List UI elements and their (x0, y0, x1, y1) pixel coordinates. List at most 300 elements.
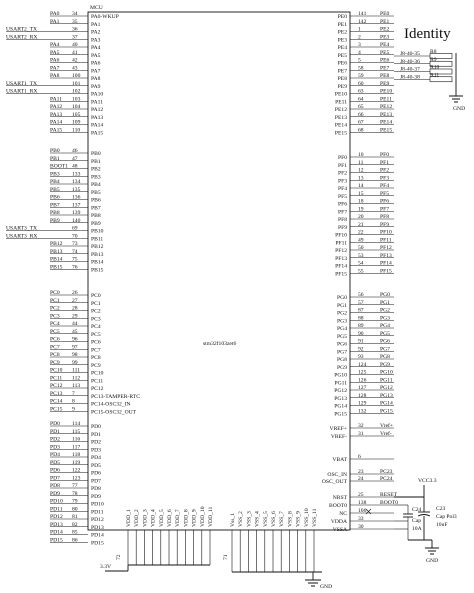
net-label: PC10 (50, 367, 63, 374)
pin-name: PE13 (334, 114, 347, 121)
power-decoupling-block (394, 478, 457, 564)
pin-name: PE5 (337, 52, 347, 59)
pin-name: PD4 (91, 455, 101, 461)
net-label: PF8 (380, 214, 390, 220)
pin-number: 123 (72, 475, 81, 482)
net-label: PD10 (50, 498, 63, 505)
pin-number: 91 (358, 338, 364, 345)
pin-name: PB12 (91, 244, 104, 250)
power-gnd-label: GND (426, 558, 439, 564)
net-label: PC3 (50, 313, 60, 320)
pin-name: PB13 (91, 251, 104, 258)
pin-number: 11 (358, 159, 364, 166)
pin-number: 66 (358, 111, 364, 118)
net-label: PD3 (50, 444, 60, 451)
pin-name: PB7 (91, 205, 101, 212)
pin-name: PD13 (91, 524, 104, 531)
resistor-ref: R9 (430, 56, 437, 63)
net-label: PC6 (50, 336, 60, 343)
net-label: PG11 (380, 377, 393, 384)
net-label: PA5 (50, 49, 60, 56)
pin-name: PE10 (334, 91, 347, 98)
pin-name: PG0 (337, 295, 347, 301)
resistor-ref: R10 (430, 64, 440, 71)
net-label: PB12 (50, 241, 63, 247)
pin-number: 8 (72, 398, 75, 405)
pin-name: PF7 (337, 209, 347, 216)
mcu-part-name: stm32f103zet6 (203, 341, 237, 347)
pin-name: PC7 (91, 347, 101, 354)
net-label: PG10 (380, 369, 393, 376)
pin-number: 68 (358, 127, 364, 134)
pin-number: 97 (72, 344, 78, 351)
net-label: PE13 (380, 111, 393, 118)
pin-name: PE7 (337, 68, 347, 75)
pin-name: PD14 (91, 532, 104, 539)
pin-number: 45 (72, 328, 78, 335)
pin-name: PG10 (334, 372, 347, 379)
pin-number: 28 (72, 305, 78, 312)
pin-name: PG11 (334, 380, 347, 387)
net-label: PC5 (50, 328, 60, 335)
pin-number: 73 (72, 241, 78, 247)
pin-name: PG13 (334, 395, 347, 402)
pin-name: PB10 (91, 228, 104, 235)
vss-pin-name: VSS_2 (238, 511, 245, 527)
pin-name: PF11 (335, 240, 347, 247)
net-label: PA12 (50, 104, 63, 110)
pin-name: PF1 (337, 162, 347, 169)
pin-number: 67 (358, 119, 364, 126)
pin-name: PA3 (91, 37, 101, 44)
pin-number: 134 (72, 179, 81, 185)
vdd-pin-name: VDD_2 (134, 509, 141, 527)
pin-number: 110 (72, 127, 81, 134)
net-label: PC9 (50, 359, 60, 366)
net-label: PA0 (50, 11, 60, 17)
pin-number: 9 (72, 406, 75, 413)
pin-name: PE9 (337, 83, 347, 90)
pin-name: PA4 (91, 45, 101, 51)
net-label: PD15 (50, 537, 63, 544)
pin-number: 35 (72, 18, 78, 25)
pin-number: 56 (358, 292, 364, 298)
pin-name: PF13 (335, 255, 347, 262)
pin-number: 1 (358, 26, 361, 33)
net-label: PF3 (380, 175, 390, 182)
vss-pin-name: VSS_4 (254, 511, 261, 527)
pin-name: PF8 (337, 217, 347, 223)
pin-name: PF10 (335, 232, 347, 239)
net-label: PC4 (50, 321, 60, 327)
pin-number: 119 (72, 459, 81, 466)
pin-number: 3 (358, 42, 361, 48)
pin-number: 15 (358, 190, 364, 197)
pin-number: 30 (358, 524, 364, 530)
ground-icon (449, 96, 463, 102)
vss-pin-name: VSS_8 (287, 511, 294, 527)
pin-name: PA9 (91, 83, 101, 90)
net-label: PF1 (380, 159, 390, 166)
net-label: PF10 (380, 229, 392, 236)
net-label: PE1 (380, 18, 390, 25)
pin-number: 31 (358, 431, 364, 437)
pin-name: PD6 (91, 470, 101, 477)
pin-number: 138 (358, 500, 367, 506)
net-label: PC24 (380, 476, 393, 482)
net-label: PD7 (50, 475, 60, 482)
pin-number: 26 (72, 290, 78, 296)
net-label: USART1_TX (6, 80, 38, 87)
pin-number: 118 (72, 452, 81, 458)
pin-number: 42 (72, 57, 78, 64)
left-pin-column (6, 11, 140, 546)
net-label: PF6 (380, 198, 390, 205)
pin-number: 23 (358, 469, 364, 475)
pin-name: PB11 (91, 236, 104, 243)
pin-name: PA15 (91, 130, 104, 137)
pin-name: PA8 (91, 76, 101, 82)
pin-name: PF12 (335, 248, 347, 254)
pin-name: PB2 (91, 166, 101, 173)
pin-name: NRST (332, 495, 347, 501)
pin-name: PE4 (337, 45, 347, 51)
pin-number: 127 (358, 385, 367, 391)
net-label: PG15 (380, 408, 393, 415)
net-label: RESET (380, 492, 398, 498)
net-label: PA8 (50, 73, 60, 79)
vss-pin-name: VSS_11 (312, 508, 318, 527)
net-label: PA11 (50, 96, 63, 103)
pin-name: PG14 (334, 403, 347, 410)
pin-number: 14 (358, 183, 364, 189)
vss-pin-name: VSS_5 (262, 511, 269, 527)
net-label: PC15 (50, 406, 63, 413)
net-label: PA13 (50, 111, 63, 118)
pin-name: PA11 (91, 99, 104, 106)
pin-number: 129 (358, 400, 367, 407)
net-label: PG14 (380, 400, 393, 407)
pin-number: 96 (72, 336, 78, 343)
net-label: PB1 (50, 155, 60, 162)
pin-number: 115 (72, 428, 81, 435)
pin-number: 13 (358, 175, 364, 182)
net-label: PE4 (380, 42, 390, 48)
net-label: PB7 (50, 202, 60, 209)
pin-number: 10 (358, 152, 364, 158)
pin-number: 141 (358, 11, 367, 17)
pin-number: 50 (358, 245, 364, 251)
net-label: PG1 (380, 299, 390, 306)
pin-number: 109 (72, 119, 81, 126)
net-label: PE11 (380, 96, 392, 103)
pin-number: 88 (358, 315, 364, 322)
net-label: PE15 (380, 127, 393, 134)
pin-name: OSC_OUT (321, 479, 347, 485)
pin-name: PG1 (337, 302, 347, 309)
pin-name: PE12 (334, 107, 347, 113)
pin-number: 22 (358, 229, 364, 236)
net-label: PG0 (380, 292, 390, 298)
net-label: PD12 (50, 514, 63, 520)
c24-ref: C24 (412, 507, 422, 513)
pin-number: 59 (358, 73, 364, 79)
pin-name: PC1 (91, 300, 101, 307)
pin-name: PF14 (335, 263, 347, 270)
pin-name: PB15 (91, 267, 104, 274)
identity-title: Identity (404, 26, 451, 42)
pin-number: 104 (72, 104, 81, 110)
c23-type: Cap Pol3 (436, 514, 457, 520)
net-label: PF15 (380, 268, 392, 275)
pin-name: PB0 (91, 151, 101, 157)
pin-number: 137 (72, 202, 81, 209)
net-label: PF5 (380, 190, 390, 197)
vss-pin-name: VSS_7 (279, 511, 286, 527)
pin-number: 55 (358, 268, 364, 275)
pin-name: PB6 (91, 197, 101, 204)
pin-name: PE8 (337, 76, 347, 82)
pin-number: 113 (72, 383, 81, 389)
gnd-label: GND (320, 584, 333, 590)
net-label: PE6 (380, 57, 390, 64)
pin-number: 87 (358, 307, 364, 314)
net-label: PE0 (380, 11, 390, 17)
c24-type: Cap (412, 518, 422, 524)
vdd-pin-name: VDD_5 (158, 509, 165, 527)
net-label: PG13 (380, 392, 393, 399)
pin-number: 99 (72, 359, 78, 366)
mcu-body (88, 12, 350, 530)
pin-name: PC15-OSC32_OUT (91, 409, 137, 416)
net-label: PC7 (50, 344, 60, 351)
pin-name: PD11 (91, 509, 104, 516)
net-label: PC11 (50, 375, 63, 382)
pin-name: VSSA (332, 527, 347, 533)
net-label: USART3_RX (6, 233, 38, 240)
pin-number: 24 (358, 476, 364, 482)
pin-number: 32 (358, 423, 364, 429)
resistor-value: J8-40-38 (400, 74, 420, 81)
net-label: PB15 (50, 264, 63, 271)
c23-value: 10uF (436, 522, 448, 528)
pin-number: 49 (358, 237, 364, 244)
net-label: PC0 (50, 290, 60, 296)
pin-number: 136 (72, 194, 81, 201)
pin-name: PB8 (91, 213, 101, 219)
pin-number: 48 (72, 163, 78, 170)
vdd-pin-number: 72 (116, 554, 122, 560)
net-label: PG7 (380, 346, 390, 353)
vdd-pin-name: VDD_7 (175, 509, 182, 527)
vdd-pin-name: VDD_8 (183, 509, 190, 527)
pin-name: PD1 (91, 431, 101, 438)
pin-name: PC14-OSC32_IN (91, 401, 131, 408)
pin-name: PA0-WKUP (91, 14, 119, 20)
pin-name: PD10 (91, 501, 104, 508)
pin-name: PG12 (334, 388, 347, 394)
net-label: PD5 (50, 459, 60, 466)
net-label: PA4 (50, 42, 60, 48)
net-label: PD1 (50, 428, 60, 435)
pin-name: PG3 (337, 318, 347, 325)
pin-name: PF4 (337, 186, 347, 192)
net-label: PB14 (50, 256, 63, 263)
pin-number: 33 (358, 516, 364, 522)
pin-number: 6 (358, 454, 361, 460)
mcu-ref: MCU (90, 5, 103, 11)
pin-number: 18 (358, 198, 364, 205)
vss-pin-number: 71 (223, 554, 229, 560)
net-label: PG6 (380, 338, 390, 345)
net-label: PC1 (50, 297, 60, 304)
vss-pin-name: VSS_3 (246, 511, 253, 527)
vss-pin-name: Vss_1 (230, 513, 236, 527)
pin-number: 142 (358, 18, 367, 25)
net-label: PC23 (380, 469, 393, 475)
pin-name: PG15 (334, 411, 347, 418)
pin-name: NC (339, 511, 347, 517)
pin-name: PB9 (91, 220, 101, 227)
pin-number: 106 (358, 508, 367, 514)
pin-number: 135 (72, 186, 81, 193)
net-label: PF14 (380, 260, 392, 267)
net-label: PA7 (50, 65, 60, 72)
net-label: PD14 (50, 529, 63, 536)
pin-number: 105 (72, 111, 81, 118)
net-label: PA1 (50, 18, 60, 25)
pin-name: PC0 (91, 293, 101, 299)
pin-number: 102 (72, 88, 81, 95)
pin-number: 116 (72, 436, 81, 443)
vdd-net-label: 3.3V (100, 564, 112, 570)
pin-name: PE1 (337, 21, 347, 28)
pin-number: 122 (72, 467, 81, 474)
pin-number: 77 (72, 483, 78, 489)
pin-number: 128 (358, 392, 367, 399)
net-label: PD9 (50, 490, 60, 497)
pin-number: 85 (72, 529, 78, 536)
net-label: PB4 (50, 179, 60, 185)
net-label: PD4 (50, 452, 60, 458)
pin-number: 65 (358, 104, 364, 110)
pin-number: 70 (72, 233, 78, 240)
pin-name: PG4 (337, 326, 347, 332)
pin-name: PC8 (91, 355, 101, 361)
pin-name: PC2 (91, 308, 101, 315)
pin-number: 12 (358, 167, 364, 174)
net-label: Vref- (380, 431, 392, 437)
net-label: PD2 (50, 436, 60, 443)
pin-name: PF15 (335, 271, 347, 278)
c24-value: 10A (412, 526, 422, 532)
pin-name: PD15 (91, 540, 104, 547)
net-label: BOOT0 (380, 500, 399, 506)
pin-name: PG8 (337, 357, 347, 363)
pin-number: 34 (72, 11, 78, 17)
pin-name: VBAT (332, 457, 347, 463)
vdd-pin-name: VDD_11 (208, 506, 214, 527)
net-label: PD13 (50, 521, 63, 528)
pin-number: 53 (358, 252, 364, 259)
pin-name: PA10 (91, 91, 104, 98)
pin-number: 63 (358, 88, 364, 95)
net-label: PE7 (380, 65, 390, 72)
pin-name: PD12 (91, 517, 104, 523)
pin-number: 41 (72, 49, 78, 56)
vdd-pin-name: VDD_4 (150, 509, 157, 527)
pin-number: 20 (358, 214, 364, 220)
pin-number: 111 (72, 367, 80, 374)
net-label: PF12 (380, 245, 392, 251)
pin-number: 125 (358, 369, 367, 376)
resistor-value: J8-40-37 (400, 66, 420, 73)
net-label: PE5 (380, 49, 390, 56)
pin-number: 60 (358, 80, 364, 87)
ground-icon (425, 548, 439, 554)
pin-name: PA13 (91, 114, 104, 121)
pin-name: PC3 (91, 316, 101, 323)
vdd-pin-name: VDD_3 (142, 509, 149, 527)
pin-number: 81 (72, 514, 78, 520)
net-label: PF4 (380, 183, 390, 189)
net-label: USART2_TX (6, 26, 38, 33)
vdd-pin-name: VDD_1 (126, 509, 132, 527)
vdd-pin-name: VDD_6 (167, 509, 173, 527)
resistor-ref: R8 (430, 49, 437, 55)
pin-name: VREF+ (329, 426, 347, 432)
resistor-ref: R11 (430, 72, 440, 79)
pin-name: PD7 (91, 478, 101, 485)
pin-name: BOOT0 (328, 503, 347, 509)
net-label: PE3 (380, 34, 390, 41)
net-label: PC14 (50, 398, 63, 405)
pin-number: 54 (358, 260, 364, 267)
pin-name: PD3 (91, 447, 101, 454)
net-label: PD6 (50, 467, 60, 474)
net-label: PF2 (380, 167, 390, 174)
pin-number: 4 (358, 49, 361, 56)
pin-name: PC13-TAMPER-RTC (91, 393, 140, 400)
pin-name: PF9 (337, 224, 347, 231)
pin-number: 19 (358, 206, 364, 213)
net-label: PB6 (50, 194, 60, 201)
pin-name: PF2 (337, 170, 347, 177)
vcc-label: VCC3.3 (418, 478, 437, 484)
pin-number: 80 (72, 506, 78, 513)
pin-name: PF5 (337, 193, 347, 200)
pin-name: PG6 (337, 341, 347, 348)
pin-name: PA1 (91, 21, 101, 28)
net-label: PE12 (380, 104, 393, 110)
net-label: PC2 (50, 305, 60, 312)
net-label: PA14 (50, 119, 63, 126)
pin-name: PB3 (91, 174, 101, 181)
resistor-value: J8-40-36 (400, 58, 420, 65)
pin-number: 133 (72, 171, 81, 178)
pin-name: VDDA (330, 519, 347, 525)
net-label: PF7 (380, 206, 390, 213)
net-label: PB13 (50, 248, 63, 255)
pin-number: 64 (358, 96, 364, 103)
pin-number: 82 (72, 521, 78, 528)
net-label: PE2 (380, 26, 390, 33)
net-label: PA6 (50, 57, 60, 64)
net-label: PC12 (50, 383, 63, 389)
pin-name: PC11 (91, 378, 104, 385)
pin-name: PC5 (91, 331, 101, 338)
pin-number: 101 (72, 80, 81, 87)
